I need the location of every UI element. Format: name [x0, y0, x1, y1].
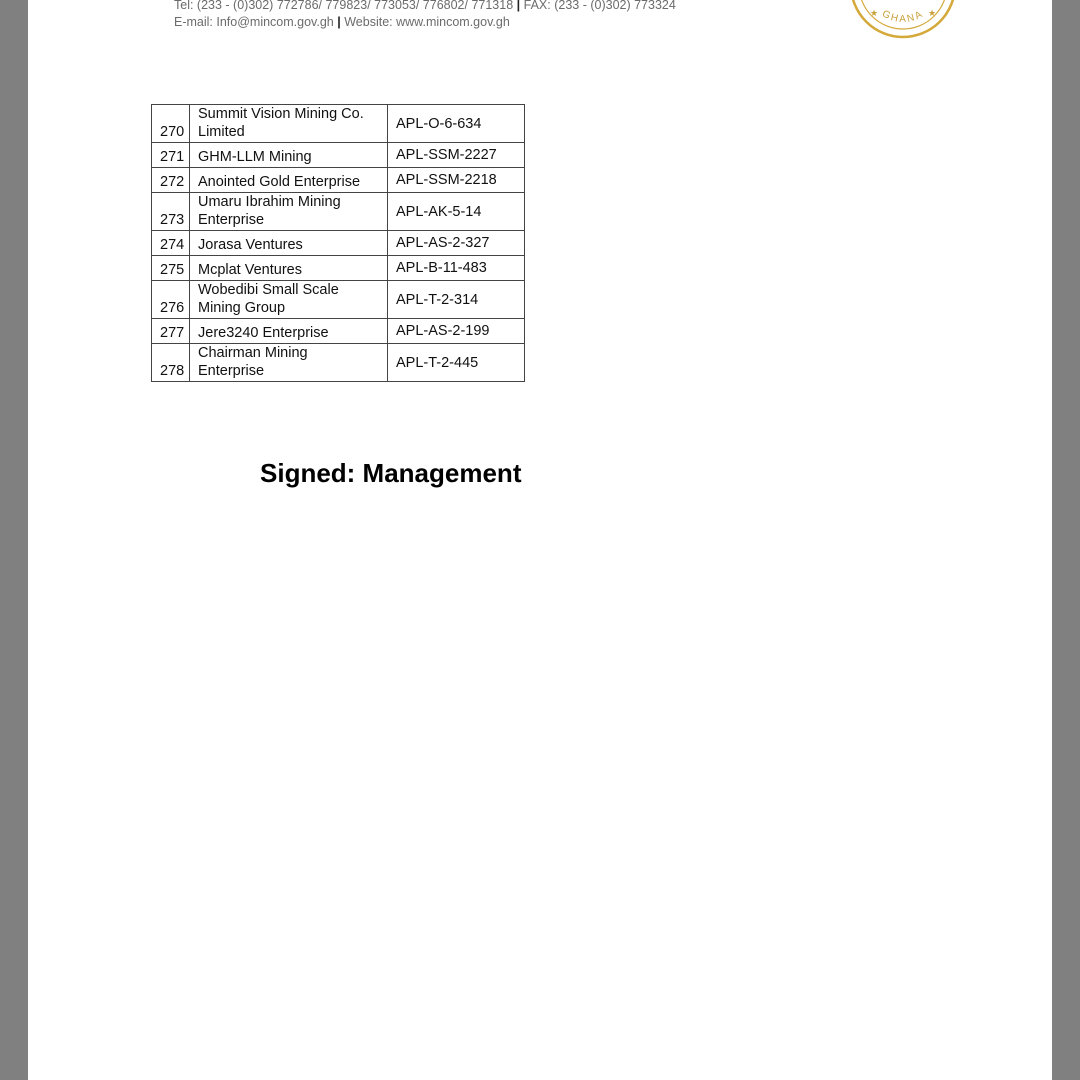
- applications-table: [151, 104, 525, 382]
- contact-block: [174, 0, 676, 31]
- company-name: [190, 105, 388, 143]
- table-row: [152, 193, 525, 231]
- company-name-line: Jorasa Ventures: [198, 237, 303, 253]
- company-name-line: Wobedibi Small Scale: [198, 282, 339, 298]
- application-code: APL-SSM-2227: [388, 143, 525, 168]
- row-number: 274: [152, 231, 190, 256]
- tel-text: Tel: (233 - (0)302) 772786/ 779823/ 773053/ 776802/ 771318: [174, 0, 514, 12]
- company-name: [190, 143, 388, 168]
- row-number: 270: [152, 105, 190, 143]
- company-name-line: Chairman Mining: [198, 345, 308, 361]
- company-name: [190, 168, 388, 193]
- ghana-seal-icon: [848, 0, 958, 40]
- seal-text: GHANA: [880, 8, 926, 26]
- separator: |: [516, 0, 521, 12]
- tel-fax-line: [174, 0, 676, 14]
- table-row: [152, 281, 525, 319]
- table-row: [152, 231, 525, 256]
- row-number: 271: [152, 143, 190, 168]
- application-code: APL-AK-5-14: [388, 193, 525, 231]
- document-page: [28, 0, 1052, 1080]
- table-row: [152, 319, 525, 344]
- application-code: APL-B-11-483: [388, 256, 525, 281]
- company-name: [190, 281, 388, 319]
- company-name: [190, 256, 388, 281]
- table-row: [152, 105, 525, 143]
- website-link[interactable]: Website: www.mincom.gov.gh: [344, 15, 510, 29]
- company-name-line: Enterprise: [198, 363, 265, 379]
- email-link[interactable]: E-mail: Info@mincom.gov.gh: [174, 15, 334, 29]
- company-name-line: Umaru Ibrahim Mining: [198, 194, 341, 210]
- signature-line: Signed: Management: [260, 458, 522, 488]
- table-row: [152, 143, 525, 168]
- application-code: APL-O-6-634: [388, 105, 525, 143]
- star-icon: ★: [928, 9, 937, 19]
- row-number: 273: [152, 193, 190, 231]
- fax-text: FAX: (233 - (0)302) 773324: [523, 0, 676, 12]
- company-name-line: Mcplat Ventures: [198, 262, 302, 278]
- star-icon: ★: [870, 9, 879, 19]
- separator: |: [337, 15, 341, 29]
- company-name: [190, 193, 388, 231]
- company-name: [190, 231, 388, 256]
- company-name-line: GHM-LLM Mining: [198, 149, 312, 165]
- application-code: APL-SSM-2218: [388, 168, 525, 193]
- company-name: [190, 344, 388, 382]
- company-name-line: Limited: [198, 124, 245, 140]
- table-row: [152, 256, 525, 281]
- company-name-line: Mining Group: [198, 300, 286, 316]
- company-name-line: Anointed Gold Enterprise: [198, 174, 361, 190]
- table-row: [152, 168, 525, 193]
- row-number: 276: [152, 281, 190, 319]
- company-name-line: Summit Vision Mining Co.: [198, 106, 364, 122]
- application-code: APL-AS-2-327: [388, 231, 525, 256]
- row-number: 275: [152, 256, 190, 281]
- company-name-line: Jere3240 Enterprise: [198, 325, 329, 341]
- application-code: APL-T-2-314: [388, 281, 525, 319]
- application-code: APL-T-2-445: [388, 344, 525, 382]
- row-number: 272: [152, 168, 190, 193]
- email-web-line: [174, 14, 676, 31]
- company-name: [190, 319, 388, 344]
- application-code: APL-AS-2-199: [388, 319, 525, 344]
- row-number: 278: [152, 344, 190, 382]
- company-name-line: Enterprise: [198, 212, 265, 228]
- table-row: [152, 344, 525, 382]
- row-number: 277: [152, 319, 190, 344]
